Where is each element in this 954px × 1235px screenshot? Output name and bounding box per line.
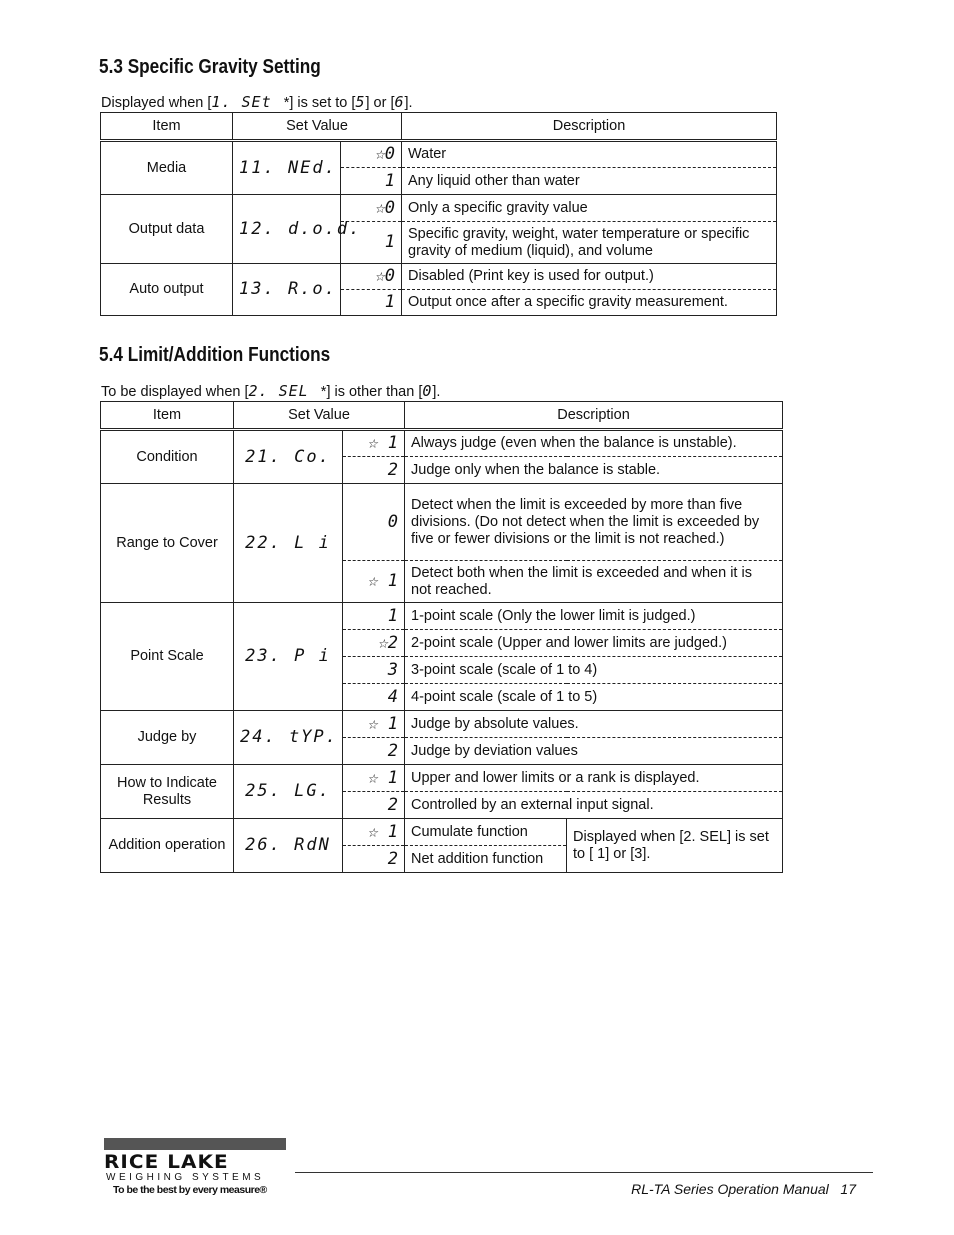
header-set-value: Set Value bbox=[233, 113, 402, 141]
table-row bbox=[101, 264, 777, 290]
row-note: Displayed when [2. SEL] is set to [ 1] or [3]. bbox=[567, 819, 783, 873]
row-code: 13. R.o. bbox=[233, 264, 341, 316]
option-description: Only a specific gravity value bbox=[402, 195, 777, 222]
option-description: Net addition function bbox=[405, 846, 567, 873]
option-description: 4-point scale (scale of 1 to 5) bbox=[405, 684, 783, 711]
option-description: Disabled (Print key is used for output.) bbox=[402, 264, 777, 290]
header-item: Item bbox=[101, 402, 234, 430]
logo-bar bbox=[104, 1138, 286, 1150]
option-value: ☆0 bbox=[341, 195, 402, 222]
page-number: 17 bbox=[840, 1181, 856, 1197]
option-description: Judge by absolute values. bbox=[405, 711, 783, 738]
option-value: 1 bbox=[341, 222, 402, 264]
option-value: ☆2 bbox=[343, 630, 405, 657]
option-value: 2 bbox=[343, 846, 405, 873]
limit-addition-table bbox=[100, 401, 783, 873]
row-code: 21. Co. bbox=[234, 430, 343, 484]
logo-tagline: To be the best by every measure® bbox=[113, 1184, 267, 1196]
option-description: Always judge (even when the balance is unstable). bbox=[405, 430, 783, 457]
logo-subtitle: WEIGHING SYSTEMS bbox=[106, 1172, 265, 1183]
table-row bbox=[101, 603, 783, 630]
table-row bbox=[101, 819, 783, 846]
row-item: Condition bbox=[101, 430, 234, 484]
row-item: Media bbox=[101, 141, 233, 195]
table-header-row bbox=[101, 113, 777, 141]
section-caption-5-4 bbox=[101, 382, 440, 400]
footer-rule bbox=[295, 1172, 873, 1173]
row-item: Point Scale bbox=[101, 603, 234, 711]
option-description: Output once after a specific gravity measurement. bbox=[402, 290, 777, 316]
table-row bbox=[101, 141, 777, 168]
option-value: 2 bbox=[343, 457, 405, 484]
row-item: Auto output bbox=[101, 264, 233, 316]
option-description: 1-point scale (Only the lower limit is judged.) bbox=[405, 603, 783, 630]
caption-value: 5 bbox=[355, 93, 366, 111]
header-description: Description bbox=[405, 402, 783, 430]
option-description: 3-point scale (scale of 1 to 4) bbox=[405, 657, 783, 684]
manual-title: RL-TA Series Operation Manual bbox=[631, 1181, 829, 1197]
caption-value: 0 bbox=[422, 382, 433, 400]
option-description: Cumulate function bbox=[405, 819, 567, 846]
table-header-row bbox=[101, 402, 783, 430]
option-value: 2 bbox=[343, 738, 405, 765]
specific-gravity-table bbox=[100, 112, 777, 316]
option-value: ☆ 1 bbox=[343, 561, 405, 603]
row-code: 24. tYP. bbox=[234, 711, 343, 765]
row-code: 25. LG. bbox=[234, 765, 343, 819]
table-row bbox=[101, 711, 783, 738]
rice-lake-logo bbox=[104, 1138, 292, 1197]
option-value: 3 bbox=[343, 657, 405, 684]
caption-code: 1. SEt bbox=[211, 93, 272, 111]
header-set-value: Set Value bbox=[234, 402, 405, 430]
table-row bbox=[101, 484, 783, 561]
row-code: 11. NEd. bbox=[233, 141, 341, 195]
option-value: ☆0 bbox=[341, 141, 402, 168]
option-description: 2-point scale (Upper and lower limits are judged.) bbox=[405, 630, 783, 657]
option-description: Water bbox=[402, 141, 777, 168]
option-description: Detect when the limit is exceeded by more than five divisions. (Do not detect when the limit is exceeded by five or fewer divisions or the limit is not reached.) bbox=[405, 484, 783, 561]
option-value: 1 bbox=[343, 603, 405, 630]
row-code: 26. RdN bbox=[234, 819, 343, 873]
section-heading-5-4: 5.4 Limit/Addition Functions bbox=[99, 344, 331, 366]
caption-value: 6 bbox=[394, 93, 405, 111]
row-item: Output data bbox=[101, 195, 233, 264]
header-description: Description bbox=[402, 113, 777, 141]
table-row bbox=[101, 195, 777, 222]
option-value: 1 bbox=[341, 168, 402, 195]
caption-text: To be displayed when [ bbox=[101, 384, 249, 400]
option-value: 2 bbox=[343, 792, 405, 819]
option-value: 1 bbox=[341, 290, 402, 316]
option-description: Judge by deviation values bbox=[405, 738, 783, 765]
row-item: Judge by bbox=[101, 711, 234, 765]
row-item: How to Indicate Results bbox=[101, 765, 234, 819]
caption-text: *] is other than [ bbox=[320, 384, 423, 400]
caption-text: ]. bbox=[432, 384, 441, 400]
option-value: ☆ 1 bbox=[343, 711, 405, 738]
row-code: 23. P i bbox=[234, 603, 343, 711]
header-item: Item bbox=[101, 113, 233, 141]
row-item: Range to Cover bbox=[101, 484, 234, 603]
caption-text: ] or [ bbox=[365, 95, 395, 111]
table-row bbox=[101, 430, 783, 457]
option-value: 0 bbox=[343, 484, 405, 561]
option-description: Upper and lower limits or a rank is displayed. bbox=[405, 765, 783, 792]
logo-name: RICE LAKE bbox=[104, 1151, 229, 1173]
caption-text: *] is set to [ bbox=[283, 95, 356, 111]
option-description: Judge only when the balance is stable. bbox=[405, 457, 783, 484]
option-description: Detect both when the limit is exceeded and when it is not reached. bbox=[405, 561, 783, 603]
caption-text: ]. bbox=[404, 95, 413, 111]
footer-text bbox=[631, 1181, 856, 1197]
row-code: 12. d.o.d. bbox=[233, 195, 341, 264]
option-description: Any liquid other than water bbox=[402, 168, 777, 195]
option-value: ☆ 1 bbox=[343, 765, 405, 792]
option-value: ☆ 1 bbox=[343, 819, 405, 846]
option-description: Controlled by an external input signal. bbox=[405, 792, 783, 819]
option-value: ☆ 1 bbox=[343, 430, 405, 457]
section-heading-5-3: 5.3 Specific Gravity Setting bbox=[99, 56, 321, 78]
section-caption-5-3 bbox=[101, 93, 413, 111]
option-description: Specific gravity, weight, water temperature or specific gravity of medium (liquid), and volume bbox=[402, 222, 777, 264]
row-item: Addition operation bbox=[101, 819, 234, 873]
caption-code: 2. SEL bbox=[248, 382, 309, 400]
caption-text: Displayed when [ bbox=[101, 95, 212, 111]
option-value: ☆0 bbox=[341, 264, 402, 290]
option-value: 4 bbox=[343, 684, 405, 711]
table-row bbox=[101, 765, 783, 792]
row-code: 22. L i bbox=[234, 484, 343, 603]
